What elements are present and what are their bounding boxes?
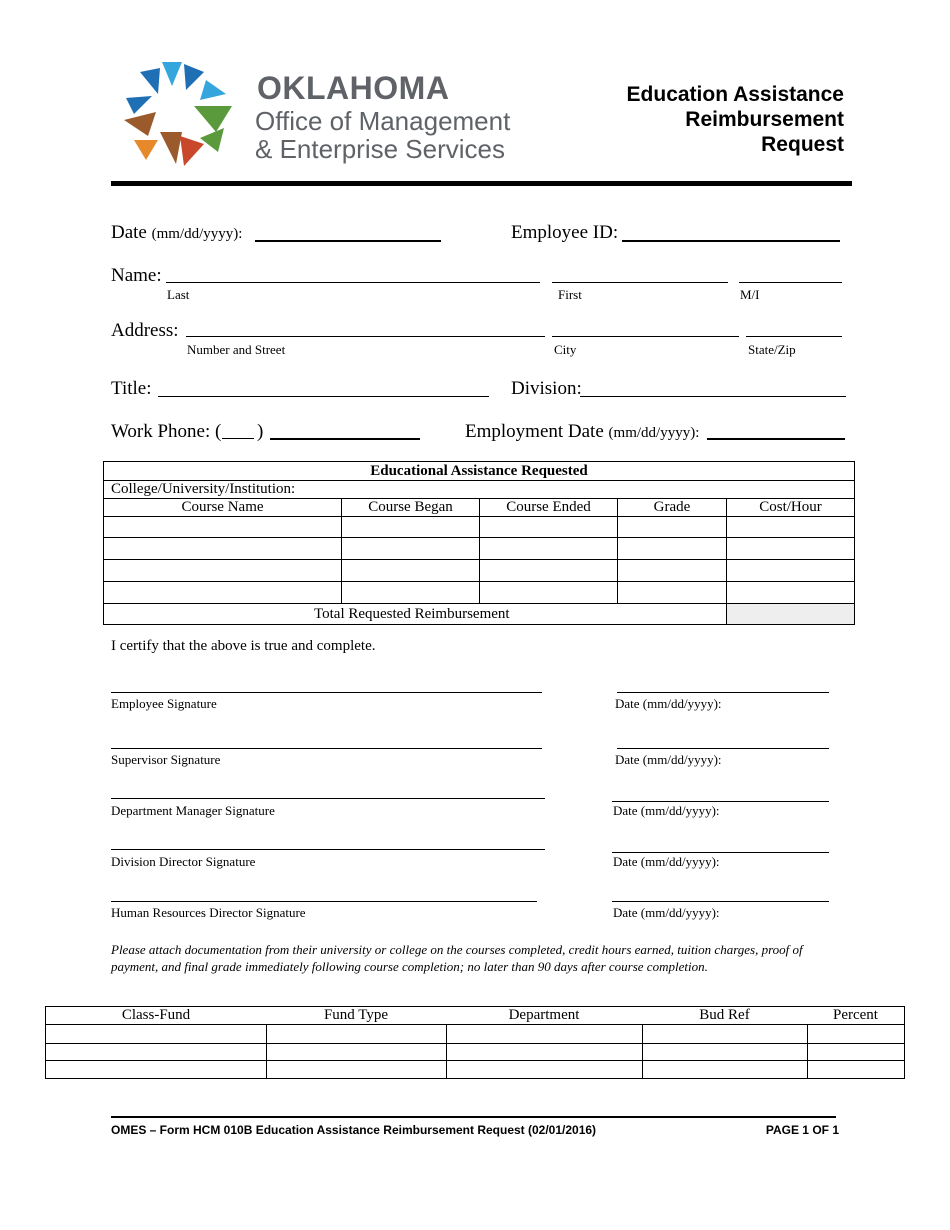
employment-date-input[interactable] — [707, 438, 845, 440]
division-director-signature-line[interactable] — [111, 849, 545, 850]
footer-form-name: OMES – Form HCM 010B Education Assistance Reimbursement Request (02/01/2016) — [111, 1123, 597, 1137]
table-row — [46, 1044, 905, 1061]
course-name-cell[interactable] — [104, 582, 342, 604]
bud-ref-cell[interactable] — [642, 1061, 807, 1079]
address-city-input[interactable] — [552, 336, 739, 337]
course-name-cell[interactable] — [104, 538, 342, 560]
title-input[interactable] — [158, 396, 489, 397]
hr-director-date-label: Date (mm/dd/yyyy): — [613, 905, 720, 920]
cost-hour-cell[interactable] — [727, 560, 855, 582]
name-last-caption: Last — [167, 287, 190, 302]
supervisor-signature-line[interactable] — [111, 748, 542, 749]
address-city-caption: City — [554, 342, 577, 357]
class-fund-cell[interactable] — [46, 1044, 267, 1061]
education-table — [103, 461, 855, 625]
employee-signature-label: Employee Signature — [111, 696, 217, 711]
logo-state: OKLAHOMA — [257, 70, 450, 106]
date-input[interactable] — [255, 240, 441, 242]
class-fund-cell[interactable] — [46, 1025, 267, 1044]
division-director-signature-label: Division Director Signature — [111, 854, 256, 869]
percent-cell[interactable] — [807, 1025, 905, 1044]
bud-ref-cell[interactable] — [642, 1044, 807, 1061]
course-ended-cell[interactable] — [480, 517, 618, 538]
address-state-zip-input[interactable] — [746, 336, 842, 337]
date-label-text: Date — [111, 222, 147, 243]
table-row — [46, 1025, 905, 1044]
form-title — [627, 82, 844, 157]
cost-hour-cell[interactable] — [727, 538, 855, 560]
table-row — [104, 517, 855, 538]
address-street-input[interactable] — [186, 336, 545, 337]
division-director-date-label: Date (mm/dd/yyyy): — [613, 854, 720, 869]
education-table-title: Educational Assistance Requested — [104, 462, 855, 481]
column-header: Cost/Hour — [727, 499, 855, 517]
employee-date-line[interactable] — [617, 692, 829, 693]
name-label: Name: — [111, 265, 162, 286]
percent-cell[interactable] — [807, 1044, 905, 1061]
cost-hour-cell[interactable] — [727, 517, 855, 538]
name-first-caption: First — [558, 287, 582, 302]
work-phone-close-paren: ) — [257, 421, 264, 442]
department-manager-date-label: Date (mm/dd/yyyy): — [613, 803, 720, 818]
name-mi-caption: M/I — [740, 287, 760, 302]
address-state-zip-caption: State/Zip — [748, 342, 796, 357]
certify-text: I certify that the above is true and complete. — [111, 638, 376, 654]
department-cell[interactable] — [446, 1061, 642, 1079]
course-ended-cell[interactable] — [480, 582, 618, 604]
percent-cell[interactable] — [807, 1061, 905, 1079]
name-mi-input[interactable] — [739, 282, 842, 283]
address-label: Address: — [111, 320, 179, 341]
work-phone-input[interactable] — [270, 438, 420, 440]
total-amount-cell[interactable] — [727, 604, 855, 625]
employment-date-format: (mm/dd/yyyy): — [608, 425, 700, 441]
fund-type-cell[interactable] — [266, 1044, 446, 1061]
table-row — [104, 560, 855, 582]
column-header: Course Ended — [480, 499, 618, 517]
hr-director-date-line[interactable] — [612, 901, 829, 902]
work-phone-label-text: Work Phone: ( — [111, 421, 222, 442]
table-row — [104, 538, 855, 560]
employee-id-input[interactable] — [622, 240, 840, 242]
grade-cell[interactable] — [618, 560, 727, 582]
form-title-line2: Reimbursement — [685, 108, 844, 131]
work-phone-area-code-input[interactable] — [222, 438, 254, 439]
employment-date-label — [465, 421, 699, 443]
column-header: Course Began — [342, 499, 480, 517]
course-began-cell[interactable] — [342, 560, 480, 582]
grade-cell[interactable] — [618, 582, 727, 604]
footer-rule — [111, 1116, 836, 1118]
name-first-input[interactable] — [552, 282, 728, 283]
title-label: Title: — [111, 378, 152, 399]
institution-label: College/University/Institution: — [111, 481, 296, 497]
column-header: Fund Type — [266, 1007, 446, 1025]
bud-ref-cell[interactable] — [642, 1025, 807, 1044]
department-manager-signature-line[interactable] — [111, 798, 545, 799]
column-header: Class-Fund — [46, 1007, 267, 1025]
address-street-caption: Number and Street — [187, 342, 286, 357]
hr-director-signature-label: Human Resources Director Signature — [111, 905, 306, 920]
hr-director-signature-line[interactable] — [111, 901, 537, 902]
course-began-cell[interactable] — [342, 517, 480, 538]
class-fund-cell[interactable] — [46, 1061, 267, 1079]
fund-table — [45, 1006, 905, 1079]
cost-hour-cell[interactable] — [727, 582, 855, 604]
supervisor-date-label: Date (mm/dd/yyyy): — [615, 752, 722, 767]
course-ended-cell[interactable] — [480, 560, 618, 582]
grade-cell[interactable] — [618, 538, 727, 560]
supervisor-date-line[interactable] — [617, 748, 829, 749]
fund-type-cell[interactable] — [266, 1025, 446, 1044]
column-header: Course Name — [104, 499, 342, 517]
department-manager-signature-label: Department Manager Signature — [111, 803, 275, 818]
division-input[interactable] — [580, 396, 846, 397]
documentation-note: Please attach documentation from their university or college on the courses completed, credit hours earned, tuition charges, proof of payment, and final grade immediately following course completion; no later than 90 days after course completion. — [111, 942, 803, 974]
header-rule — [111, 181, 852, 186]
column-header: Department — [446, 1007, 642, 1025]
institution-field[interactable] — [104, 481, 855, 499]
form-title-line1: Education Assistance — [626, 83, 844, 106]
fund-table-header — [46, 1007, 905, 1025]
star-logo-icon — [120, 54, 240, 172]
logo-line1: Office of Management — [255, 106, 511, 136]
logo-line2: & Enterprise Services — [255, 134, 505, 164]
fund-type-cell[interactable] — [266, 1061, 446, 1079]
division-label: Division: — [511, 378, 582, 399]
grade-cell[interactable] — [618, 517, 727, 538]
employment-date-label-text: Employment Date — [465, 421, 604, 442]
employee-signature-line[interactable] — [111, 692, 542, 693]
column-header: Bud Ref — [642, 1007, 807, 1025]
department-cell[interactable] — [446, 1025, 642, 1044]
course-name-cell[interactable] — [104, 517, 342, 538]
course-began-cell[interactable] — [342, 538, 480, 560]
division-director-date-line[interactable] — [612, 852, 829, 853]
course-ended-cell[interactable] — [480, 538, 618, 560]
footer-page-number: PAGE 1 OF 1 — [765, 1123, 839, 1137]
logo — [120, 54, 540, 172]
employee-date-label: Date (mm/dd/yyyy): — [615, 696, 722, 711]
date-label — [111, 222, 242, 244]
education-table-header — [104, 499, 855, 517]
course-began-cell[interactable] — [342, 582, 480, 604]
employee-id-label: Employee ID: — [511, 222, 619, 243]
course-name-cell[interactable] — [104, 560, 342, 582]
form-title-line3: Request — [761, 133, 844, 156]
work-phone-label — [111, 421, 221, 443]
table-row — [104, 582, 855, 604]
total-label: Total Requested Reimbursement — [104, 604, 727, 625]
department-manager-date-line[interactable] — [612, 801, 829, 802]
supervisor-signature-label: Supervisor Signature — [111, 752, 221, 767]
date-format: (mm/dd/yyyy): — [151, 226, 243, 242]
department-cell[interactable] — [446, 1044, 642, 1061]
column-header: Grade — [618, 499, 727, 517]
column-header: Percent — [807, 1007, 905, 1025]
name-last-input[interactable] — [166, 282, 540, 283]
table-row — [46, 1061, 905, 1079]
